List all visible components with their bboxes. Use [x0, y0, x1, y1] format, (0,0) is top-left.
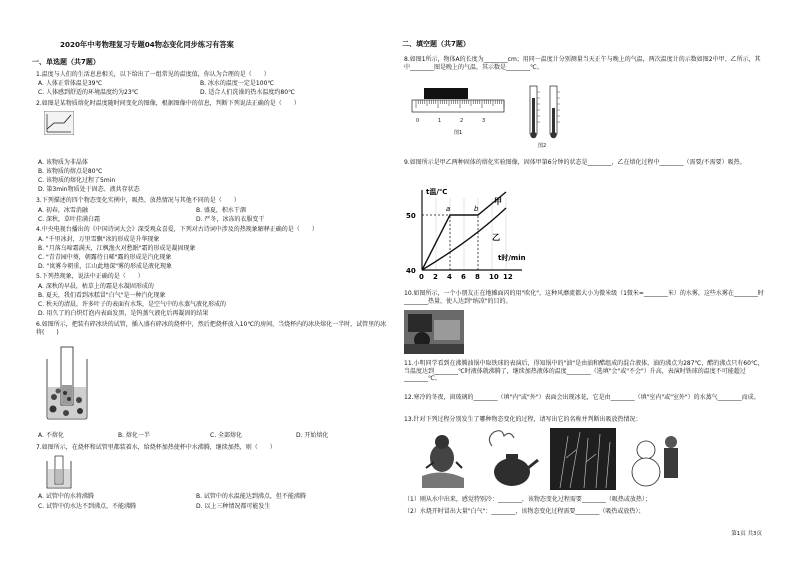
page-footer: 第1页 共3页 [731, 531, 762, 537]
q13-text: 13.针对下列过程分别发生了哪种物态变化的过程，请写出它的名称并判断出吸放热情况： [404, 416, 642, 423]
q1-option-b: B. 冰水的温度一定是100℃ [200, 80, 275, 87]
q11-text: 11.小明同学看到在沸腾油锅中取铁球的表演后，得知锅中的"油"是由油和醋组成的混合液体，油的沸点为287℃，醋的沸点只有60℃，当温度达到________℃时液体就沸腾了，继续加热液体的温度________（选填"会"或"不会"）升高，表演时铁球的温度不可能超过________℃。 [404, 360, 764, 382]
q2-option-c: C. 该物质的熔化过程了5min [38, 177, 116, 184]
document-title: 2020年中考物理复习专题04物态变化同步练习有答案 [60, 40, 234, 49]
q13-photo-snowman [624, 428, 692, 490]
q8-thermometer-figure [522, 84, 566, 140]
q13-part-1: （1）刚从水中出来，感觉特别冷：________，该物态变化过程需要________（吸热或放热）； [404, 496, 651, 503]
q13-part-2: （2）水烧开时冒出大量"白气"：________，该物态变化过程需要________（吸热或放热）； [404, 508, 645, 515]
q4-option-b: B. "月落乌啼霜满天，江枫渔火对愁眠"霜的形成是凝固现象 [38, 245, 196, 252]
q4-option-c: C. "青青园中葵，朝露待日晞"露的形成是汽化现象 [38, 254, 172, 261]
chart-x-tick: 6 [461, 273, 466, 281]
chart-y-label: t温/℃ [426, 188, 448, 196]
svg-text:2: 2 [460, 118, 464, 124]
q4-option-a: A. "千里冰封，万里雪飘"冰的形成是升华现象 [38, 236, 160, 243]
chart-x-tick: 0 [419, 273, 424, 281]
chart-point-a: a [446, 205, 451, 213]
chart-y-tick: 40 [406, 267, 416, 275]
q6-option-d: D. 开始熔化 [296, 432, 329, 439]
q2-text: 2.如图是某物质熔化时温度随时间变化的图像，根据图像中的信息，判断下列说法正确的是（ ） [36, 100, 300, 107]
q6-beaker-figure [44, 345, 90, 421]
q1-text: 1.温度与人们的生活息息相关，以下给出了一组常见的温度值，你认为合理的是（ ） [36, 71, 270, 78]
chart-y-tick: 50 [406, 212, 416, 220]
q10-photo [404, 310, 464, 354]
q9-text: 9.如图所示是甲乙两种固体的熔化实验图像，固体甲第6分钟的状态是________，乙在熔化过程中________（需要/不需要）吸热。 [404, 159, 746, 166]
section-heading-fill-blank: 二、填空题（共7题） [402, 40, 470, 48]
q3-option-a: A. 初春，冰雪消融 [38, 207, 88, 214]
section-heading-single-choice: 一、单选题（共7题） [32, 58, 100, 66]
q4-text: 4.中央电视台播出的《中国诗词大会》深受观众喜爱，下列对古诗词中涉及的热现象解释正确的是（ ） [36, 226, 318, 233]
q3-option-b: B. 盛夏，积水干涸 [196, 207, 246, 214]
chart-x-tick: 4 [447, 273, 452, 281]
q5-option-d: D. 用久了的白炽灯泡内表面发黑，是钨蒸气液化后再凝固的结果 [38, 310, 209, 317]
q9-melting-chart [404, 180, 534, 286]
svg-text:1: 1 [438, 118, 442, 124]
q2-option-d: D. 第3min物质处于固态、液共存状态 [38, 186, 140, 193]
chart-label-jia: 甲 [494, 197, 502, 206]
q7-option-c: C. 试管中的水达不到沸点，不能沸腾 [38, 503, 137, 510]
figure-1-caption: 图1 [454, 130, 463, 136]
q3-text: 3.下列描述的四个物态变化实例中，吸热、放热情况与其他不同的是（ ） [36, 197, 240, 204]
chart-point-b: b [474, 205, 479, 213]
q13-photo-kettle [482, 428, 542, 490]
q1-option-c: C. 人体感到舒适的环境温度约为23℃ [38, 89, 139, 96]
q5-option-a: A. 深秋的早晨，枯草上的霜是水凝固形成的 [38, 283, 154, 290]
q10-text: 10.如图所示，一个小朋友正在地摊面闪的用"吹化"，这种风靡流都大小为微米级（1微米=________米）的水雾，这些水雾在________时________热量，使人达到"纳凉"的目的。 [404, 290, 764, 305]
q5-option-c: C. 秋天的清晨，许多叶子的表面有水珠，是空气中的水蒸气液化形成的 [38, 301, 227, 308]
q4-option-d: D. "岚雾今朝重，江山此地深"雾的形成是液化现象 [38, 263, 172, 270]
q1-option-a: A. 人体正常体温是39℃ [38, 80, 103, 87]
chart-x-tick: 10 [489, 273, 499, 281]
chart-x-tick: 12 [503, 273, 513, 281]
q5-option-b: B. 夏天，我们看到冰糕冒"白气"是一种汽化现象 [38, 292, 166, 299]
q1-option-d: D. 适合人们洗澡的热水温度约80℃ [200, 89, 295, 96]
figure-2-caption: 图2 [538, 143, 547, 149]
q8-ruler-figure [410, 82, 506, 126]
q6-text: 6.如图所示，把装有碎冰块的试管，插入盛有碎冰的烧杯中，然后把烧杯放入10℃的房间，当烧杯内的冰块熔化一半时，试管里的冰将( ) [36, 321, 387, 336]
q6-option-b: B. 熔化一半 [118, 432, 150, 439]
chart-label-yi: 乙 [492, 233, 500, 242]
q6-option-a: A. 不熔化 [38, 432, 64, 439]
q5-text: 5.下列热现象，说法中正确的是（ ） [36, 273, 144, 280]
q3-option-d: D. 严冬，冰冻的衣服变干 [196, 216, 265, 223]
q3-option-c: C. 深秋，草叶挂满白霜 [38, 216, 101, 223]
q12-text: 12.寒冷的冬夜，窗玻璃的________（填"内"或"外"）表面会出现冰花，它是由________（填"室内"或"室外"）的水蒸气________而成。 [404, 394, 760, 401]
q8-text: 8.如图1所示，物体A的长度为________cm；用同一温度计分别测量当天正午与晚上的气温，两次温度计的示数如图2中甲、乙所示，其中________图是晚上的气温，其示数是________℃。 [404, 56, 761, 71]
q2-option-a: A. 该物质为非晶体 [38, 159, 88, 166]
svg-text:3: 3 [482, 118, 486, 124]
q13-photo-swimmer [412, 428, 474, 490]
chart-x-label: t时/min [498, 254, 526, 262]
q7-option-d: D. 以上三种情况都可能发生 [196, 503, 271, 510]
chart-x-tick: 2 [433, 273, 438, 281]
q2-figure [44, 111, 74, 135]
q7-option-a: A. 试管中的水将沸腾 [38, 493, 94, 500]
q6-option-c: C. 全部熔化 [210, 432, 243, 439]
chart-x-tick: 8 [475, 273, 480, 281]
q13-photo-frost [550, 428, 616, 490]
q7-text: 7.如图所示，在烧杯和试管里都装着水，给烧杯加热使杯中水沸腾，继续加热，则（ ） [36, 444, 276, 451]
q7-option-b: B. 试管中的水温能达到沸点，但不能沸腾 [196, 493, 306, 500]
svg-text:0: 0 [416, 118, 420, 124]
q7-beaker-figure [44, 455, 74, 491]
q2-option-b: B. 该物质的熔点是80℃ [38, 168, 103, 175]
